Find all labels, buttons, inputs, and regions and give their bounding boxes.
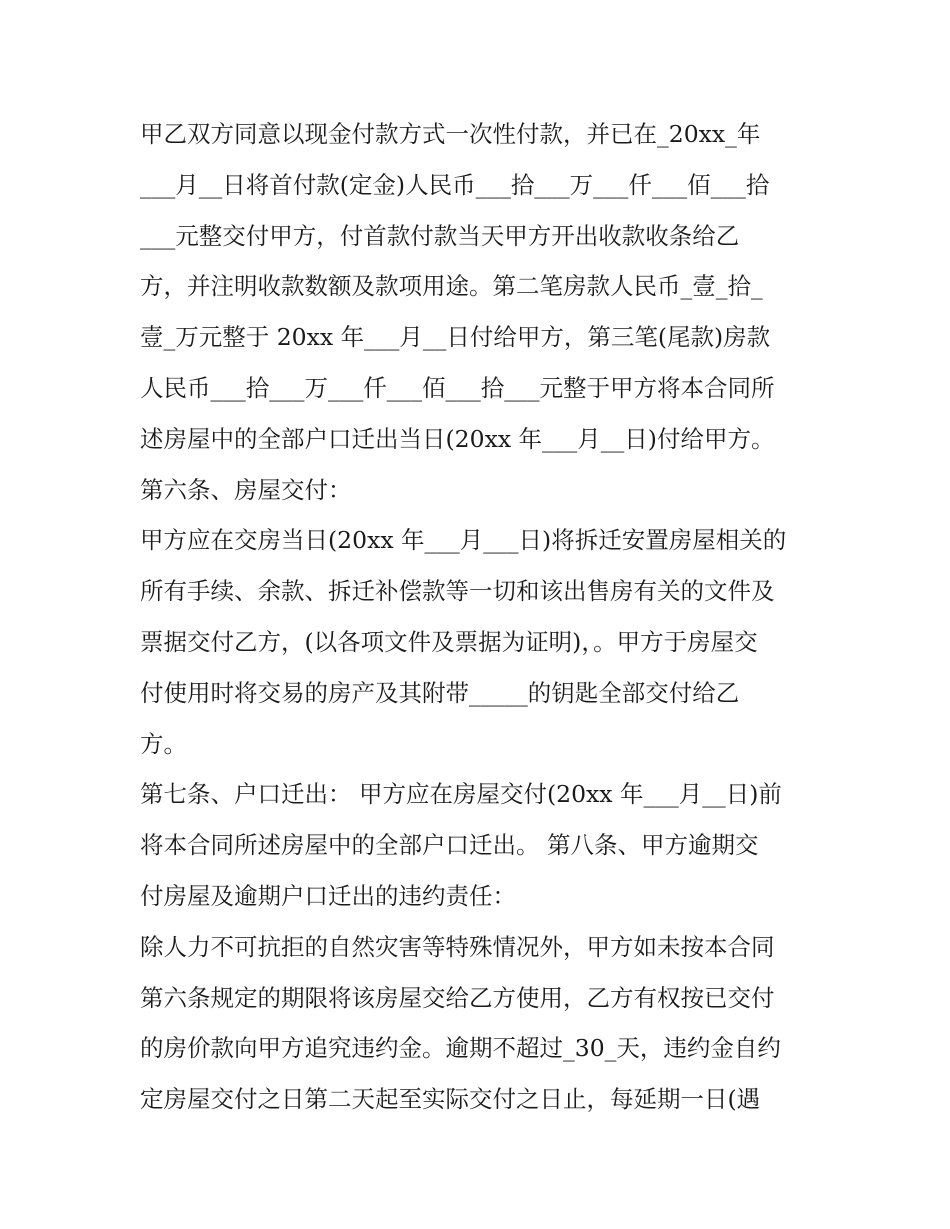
- text-line: 将本合同所述房屋中的全部户口迁出。 第八条、甲方逾期交: [140, 831, 759, 860]
- text-line: ___月__日将首付款(定金)人民币___拾___万___仟___佰___拾: [140, 170, 770, 199]
- text-line: 第六条规定的期限将该房屋交给乙方使用，乙方有权按已交付: [140, 983, 775, 1012]
- section-heading-article-6: 第六条、房屋交付：: [140, 475, 352, 504]
- text-line: 甲乙双方同意以现金付款方式一次性付款，并已在_20xx_年: [140, 120, 761, 148]
- text-line: 人民币___拾___万___仟___佰___拾___元整于甲方将本合同所: [140, 373, 775, 402]
- text-line: 的房价款向甲方追究违约金。逾期不超过_30_天，违约金自约: [140, 1034, 781, 1063]
- text-line: 甲方应在交房当日(20xx 年___月___日)将拆迁安置房屋相关的: [140, 526, 787, 555]
- text-line: 除人力不可抗拒的自然灾害等特殊情况外，甲方如未按本合同: [140, 932, 775, 961]
- text-line: 所有手续、余款、拆迁补偿款等一切和该出售房有关的文件及: [140, 577, 775, 606]
- text-line: 方。: [140, 729, 187, 758]
- text-line: ___元整交付甲方，付首款付款当天甲方开出收款收条给乙: [140, 221, 740, 250]
- section-heading-article-7: 第七条、户口迁出： 甲方应在房屋交付(20xx 年___月__日)前: [140, 780, 782, 809]
- text-line: 付使用时将交易的房产及其附带_____的钥匙全部交付给乙: [140, 678, 740, 707]
- text-line: 定房屋交付之日第二天起至实际交付之日止，每延期一日(遇: [140, 1085, 761, 1114]
- text-line: 付房屋及逾期户口迁出的违约责任：: [140, 881, 516, 910]
- text-line: 壹_万元整于 20xx 年___月__日付给甲方，第三笔(尾款)房款: [140, 323, 771, 352]
- text-line: 票据交付乙方，(以各项文件及票据为证明)，。甲方于房屋交: [140, 627, 758, 656]
- contract-text: [140, 109, 820, 1125]
- text-line: 方，并注明收款数额及款项用途。第二笔房款人民币_壹_拾_: [140, 272, 763, 301]
- text-line: 述房屋中的全部户口迁出当日(20xx 年___月__日)付给甲方。: [140, 424, 775, 453]
